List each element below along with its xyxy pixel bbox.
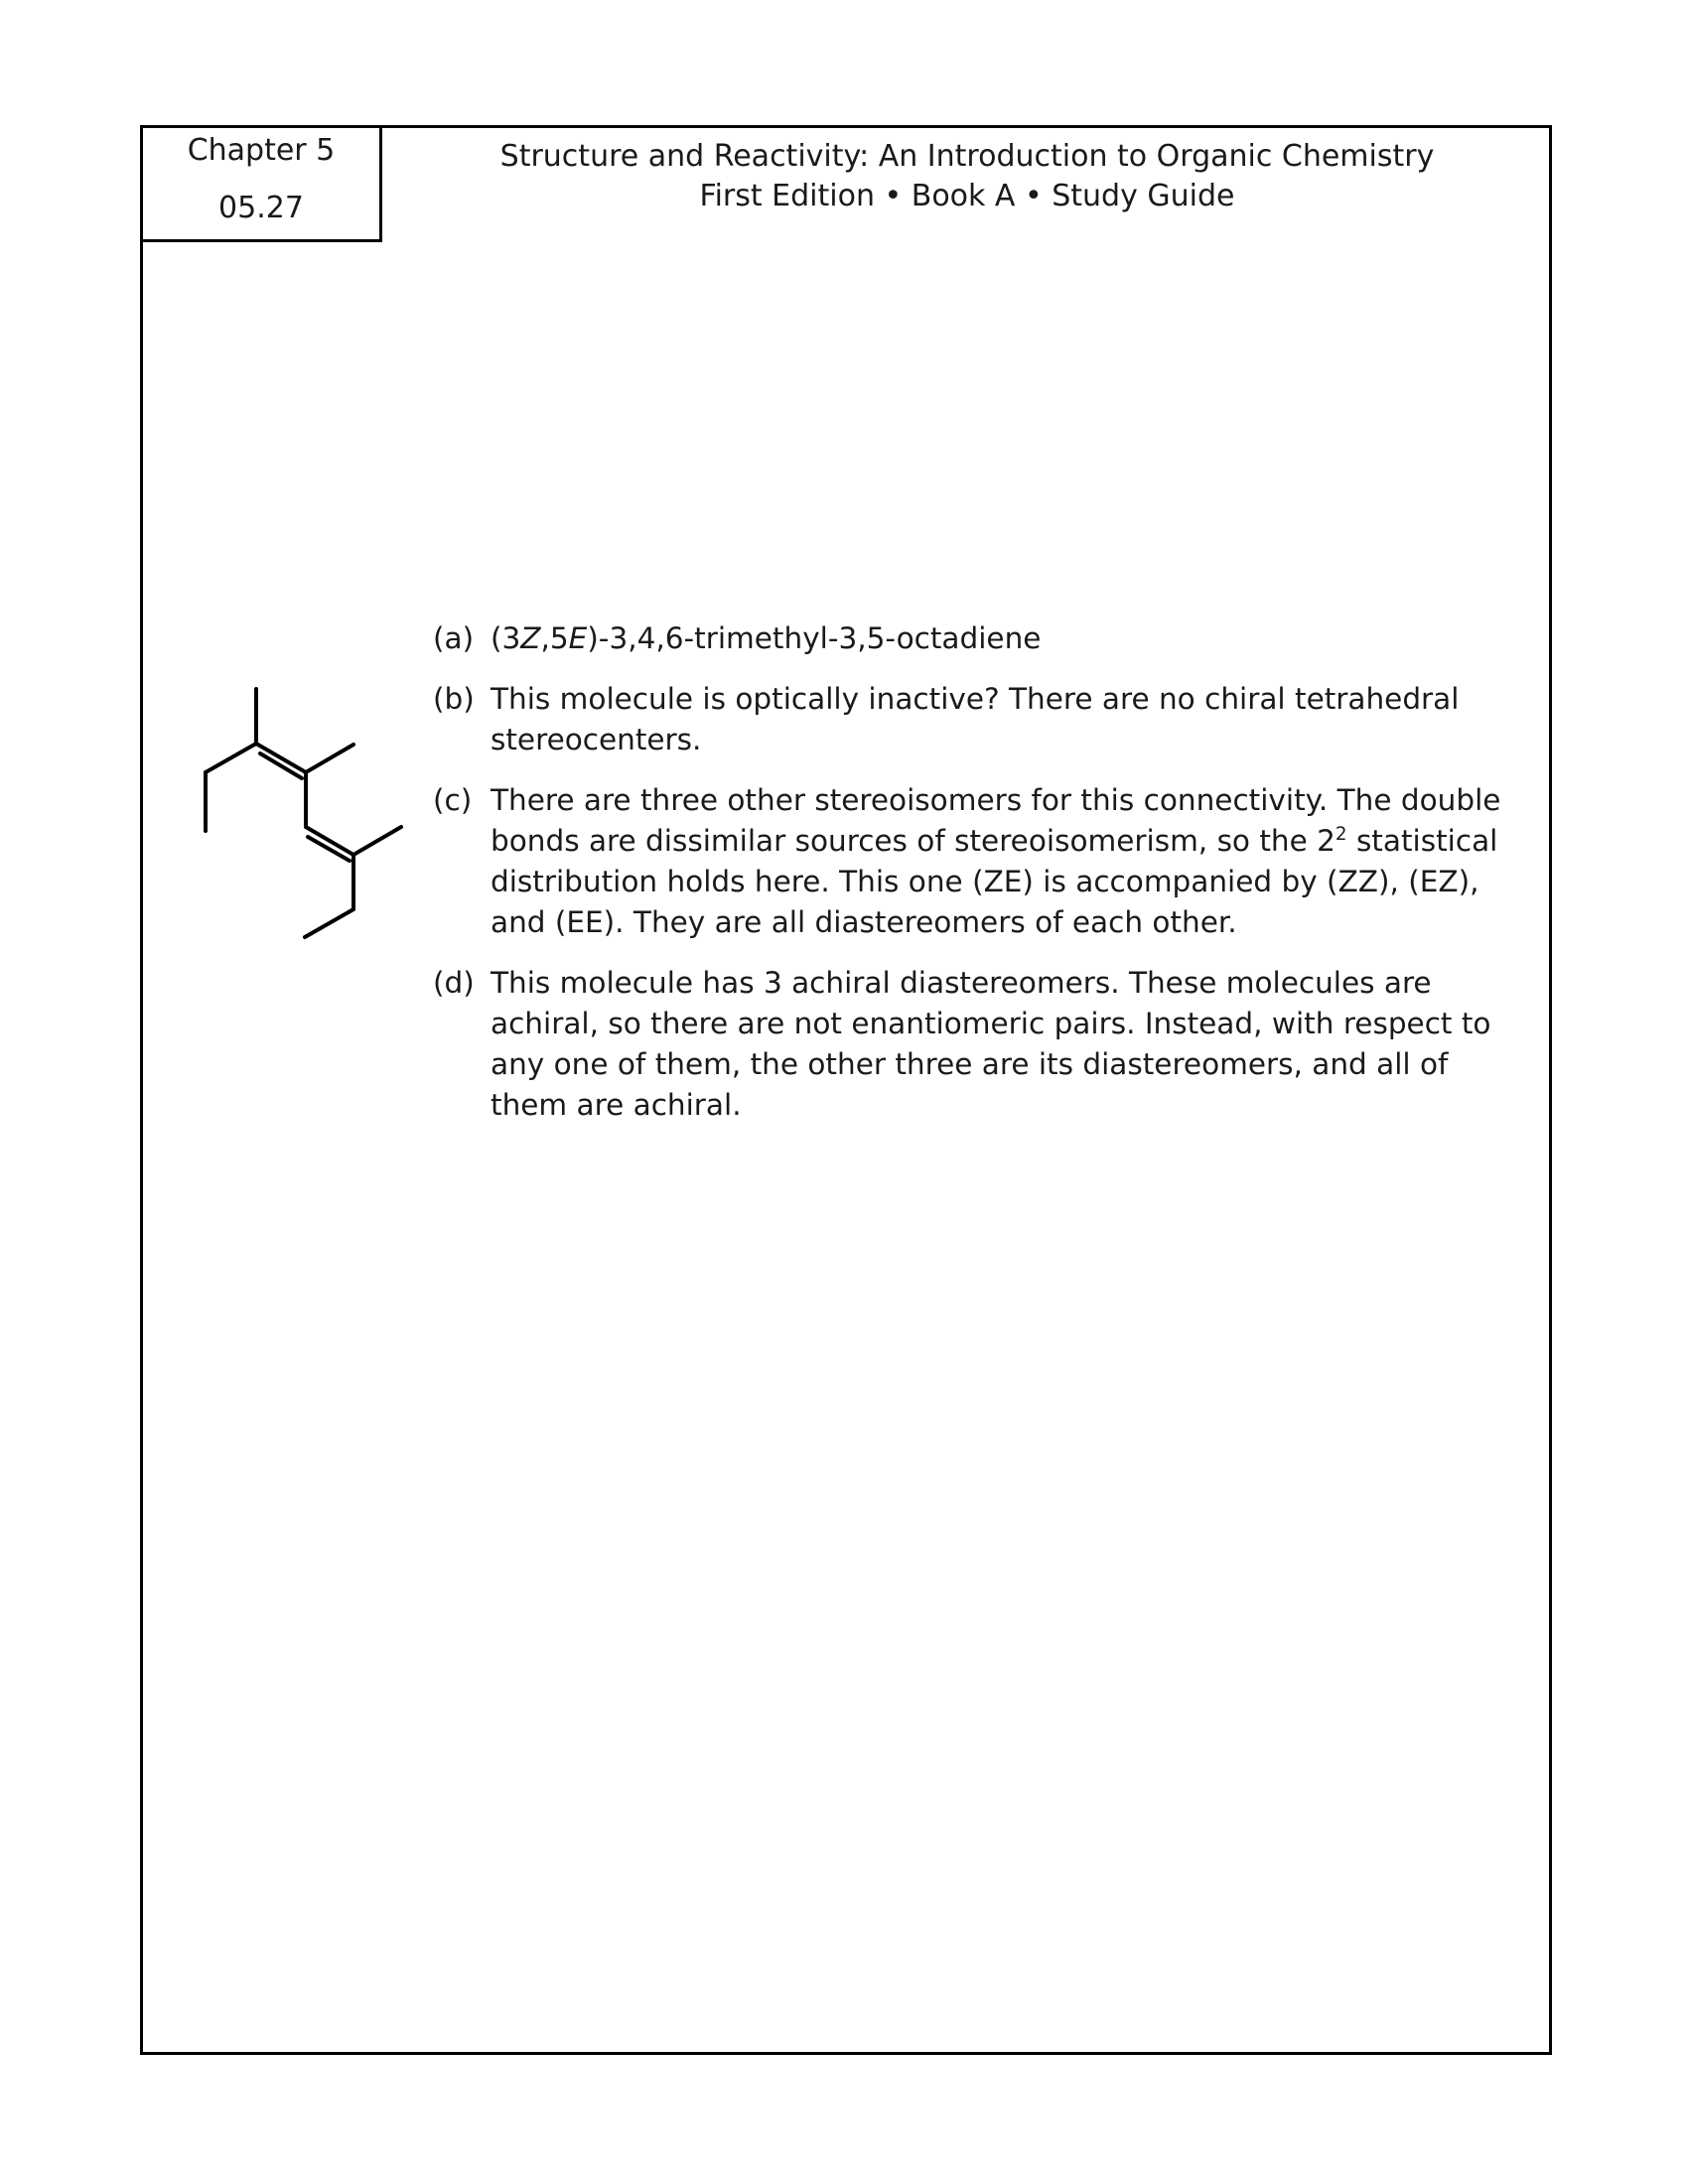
answer-a-label: (a) bbox=[433, 621, 475, 655]
answer-a-text: (3Z,5E)-3,4,6-trimethyl-3,5-octadiene bbox=[491, 621, 1042, 655]
molecule-structure-diagram bbox=[189, 675, 427, 973]
answer-c-text: There are three other stereoisomers for this connectivity. The double bonds are dissimilar sources of stereoisomerism, so the $2^2$ statistical distribution holds here. This one (ZE) is accompanied by (ZZ), (EZ), and (EE). They are all diastereomers of each other. bbox=[491, 783, 1501, 939]
answer-d-label: (d) bbox=[433, 966, 475, 1000]
book-title-line2: First Edition • Book A • Study Guide bbox=[699, 179, 1235, 213]
bond bbox=[305, 909, 353, 937]
book-title bbox=[382, 137, 1552, 216]
bond bbox=[306, 745, 353, 772]
answer-b-label: (b) bbox=[433, 682, 475, 716]
answer-c-label: (c) bbox=[433, 783, 473, 817]
superscript: 2 bbox=[1335, 824, 1347, 846]
answer-list bbox=[433, 618, 1505, 1146]
answer-d-text: This molecule has 3 achiral diastereomers. These molecules are achiral, so there are not enantiomeric pairs. Instead, with respect to any one of them, the other three are its diastereomers, and all of them are achiral. bbox=[491, 966, 1491, 1122]
answer-d bbox=[433, 963, 1505, 1126]
chapter-box bbox=[140, 125, 382, 242]
answer-a bbox=[433, 618, 1505, 659]
answer-c bbox=[433, 780, 1505, 943]
answer-b bbox=[433, 679, 1505, 760]
book-title-line1: Structure and Reactivity: An Introduction to Organic Chemistry bbox=[499, 139, 1435, 174]
bond bbox=[206, 744, 256, 772]
chapter-label: Chapter 5 bbox=[187, 133, 336, 168]
page-number: 05.27 bbox=[218, 191, 304, 225]
bond bbox=[353, 827, 401, 855]
answer-b-text: This molecule is optically inactive? There are no chiral tetrahedral stereocenters. bbox=[491, 682, 1460, 756]
